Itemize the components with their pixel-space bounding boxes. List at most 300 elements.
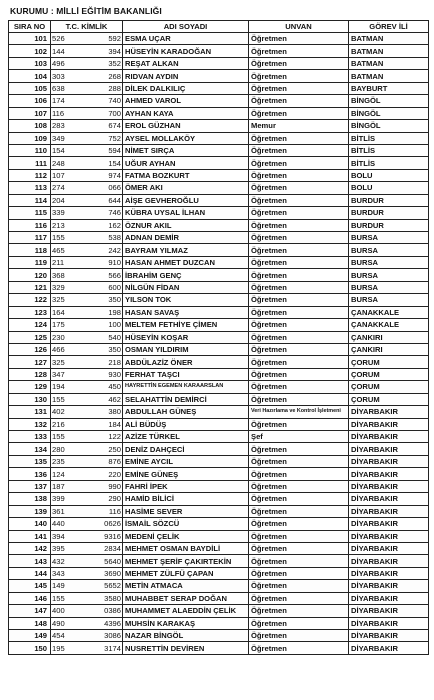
cell-sira-no: 137 — [9, 480, 51, 492]
tc-prefix: 144 — [52, 46, 65, 56]
cell-adi-soyadi: MEHMET ŞERİF ÇAKIRTEKİN — [123, 555, 249, 567]
tc-prefix: 466 — [52, 345, 65, 355]
table-row — [9, 468, 429, 480]
cell-adi-soyadi: İSMAİL SÖZCÜ — [123, 518, 249, 530]
table-row — [9, 567, 429, 579]
cell-sira-no: 138 — [9, 493, 51, 505]
cell-gorev-ili: DİYARBAKIR — [349, 592, 429, 604]
col-header-sira-no: SIRA NO — [9, 21, 51, 33]
cell-adi-soyadi: METİN ATMACA — [123, 580, 249, 592]
table-row — [9, 617, 429, 629]
cell-adi-soyadi: KÜBRA UYSAL İLHAN — [123, 207, 249, 219]
tc-prefix: 211 — [52, 258, 65, 268]
tc-prefix: 496 — [52, 59, 65, 69]
cell-gorev-ili: ÇORUM — [349, 381, 429, 393]
tc-suffix: 5652 — [104, 581, 121, 591]
cell-gorev-ili: BURDUR — [349, 219, 429, 231]
cell-gorev-ili: BURDUR — [349, 207, 429, 219]
cell-gorev-ili: DİYARBAKIR — [349, 617, 429, 629]
tc-prefix: 399 — [52, 494, 65, 504]
personnel-table — [8, 20, 429, 655]
cell-sira-no: 139 — [9, 505, 51, 517]
table-row — [9, 493, 429, 505]
cell-tc-kimlik — [51, 381, 123, 393]
cell-adi-soyadi: FATMA BOZKURT — [123, 169, 249, 181]
cell-adi-soyadi: AZİZE TÜRKEL — [123, 431, 249, 443]
cell-gorev-ili: DİYARBAKIR — [349, 468, 429, 480]
cell-unvan: Öğretmen — [249, 306, 349, 318]
cell-gorev-ili: DİYARBAKIR — [349, 505, 429, 517]
tc-prefix: 213 — [52, 220, 65, 230]
cell-adi-soyadi: EMİNE AYCIL — [123, 455, 249, 467]
tc-suffix: 2834 — [104, 544, 121, 554]
cell-sira-no: 104 — [9, 70, 51, 82]
cell-sira-no: 146 — [9, 592, 51, 604]
table-row — [9, 207, 429, 219]
tc-prefix: 343 — [52, 569, 65, 579]
cell-tc-kimlik — [51, 95, 123, 107]
cell-adi-soyadi: NUSRETTİN DEVİREN — [123, 642, 249, 654]
cell-tc-kimlik — [51, 480, 123, 492]
cell-unvan: Öğretmen — [249, 343, 349, 355]
cell-sira-no: 148 — [9, 617, 51, 629]
tc-prefix: 280 — [52, 444, 65, 454]
cell-adi-soyadi: ADNAN DEMİR — [123, 232, 249, 244]
cell-adi-soyadi: HASAN SAVAŞ — [123, 306, 249, 318]
cell-adi-soyadi: DİLEK DALKILIÇ — [123, 82, 249, 94]
cell-gorev-ili: DİYARBAKIR — [349, 443, 429, 455]
tc-prefix: 329 — [52, 282, 65, 292]
cell-adi-soyadi: HÜSEYİN KARADOĞAN — [123, 45, 249, 57]
cell-sira-no: 143 — [9, 555, 51, 567]
cell-adi-soyadi: AYHAN KAYA — [123, 107, 249, 119]
cell-unvan: Öğretmen — [249, 480, 349, 492]
table-row — [9, 294, 429, 306]
table-row — [9, 256, 429, 268]
cell-sira-no: 110 — [9, 144, 51, 156]
tc-prefix: 248 — [52, 158, 65, 168]
cell-unvan: Öğretmen — [249, 256, 349, 268]
table-row — [9, 120, 429, 132]
col-header-gorev-ili: GÖREV İLİ — [349, 21, 429, 33]
cell-adi-soyadi: HASİME SEVER — [123, 505, 249, 517]
tc-suffix: 3690 — [104, 569, 121, 579]
cell-unvan: Öğretmen — [249, 169, 349, 181]
cell-unvan: Öğretmen — [249, 555, 349, 567]
cell-sira-no: 116 — [9, 219, 51, 231]
cell-tc-kimlik — [51, 207, 123, 219]
table-row — [9, 356, 429, 368]
cell-gorev-ili: BATMAN — [349, 45, 429, 57]
tc-prefix: 175 — [52, 320, 65, 330]
table-row — [9, 580, 429, 592]
cell-adi-soyadi: FERHAT TAŞCI — [123, 368, 249, 380]
tc-suffix: 250 — [108, 444, 121, 454]
table-row — [9, 319, 429, 331]
tc-prefix: 526 — [52, 34, 65, 44]
cell-unvan: Öğretmen — [249, 418, 349, 430]
cell-adi-soyadi: REŞAT ALKAN — [123, 57, 249, 69]
table-row — [9, 331, 429, 343]
cell-adi-soyadi: AHMED VAROL — [123, 95, 249, 107]
tc-suffix: 290 — [108, 494, 121, 504]
tc-suffix: 594 — [108, 146, 121, 156]
cell-sira-no: 132 — [9, 418, 51, 430]
cell-unvan: Öğretmen — [249, 642, 349, 654]
cell-gorev-ili: DİYARBAKIR — [349, 567, 429, 579]
cell-adi-soyadi: OSMAN YILDIRIM — [123, 343, 249, 355]
cell-adi-soyadi: HAMİD BİLİCİ — [123, 493, 249, 505]
table-header-row — [9, 21, 429, 33]
tc-suffix: 122 — [108, 432, 121, 442]
cell-tc-kimlik — [51, 368, 123, 380]
cell-tc-kimlik — [51, 194, 123, 206]
cell-adi-soyadi: HÜSEYİN KOŞAR — [123, 331, 249, 343]
cell-sira-no: 121 — [9, 281, 51, 293]
tc-prefix: 204 — [52, 195, 65, 205]
cell-gorev-ili: ÇANKIRI — [349, 331, 429, 343]
cell-sira-no: 142 — [9, 542, 51, 554]
cell-adi-soyadi: NİMET SIRÇA — [123, 144, 249, 156]
tc-suffix: 600 — [108, 282, 121, 292]
cell-gorev-ili: BURSA — [349, 269, 429, 281]
cell-sira-no: 130 — [9, 393, 51, 405]
cell-sira-no: 107 — [9, 107, 51, 119]
cell-adi-soyadi: ABDULLAH GÜNEŞ — [123, 406, 249, 418]
tc-prefix: 490 — [52, 618, 65, 628]
cell-tc-kimlik — [51, 306, 123, 318]
tc-suffix: 990 — [108, 481, 121, 491]
cell-adi-soyadi: NİLGÜN FİDAN — [123, 281, 249, 293]
cell-tc-kimlik — [51, 343, 123, 355]
table-row — [9, 343, 429, 355]
cell-gorev-ili: BATMAN — [349, 33, 429, 45]
table-row — [9, 406, 429, 418]
tc-prefix: 194 — [52, 382, 65, 392]
table-row — [9, 182, 429, 194]
cell-tc-kimlik — [51, 642, 123, 654]
cell-sira-no: 103 — [9, 57, 51, 69]
cell-sira-no: 150 — [9, 642, 51, 654]
cell-tc-kimlik — [51, 493, 123, 505]
cell-unvan: Öğretmen — [249, 319, 349, 331]
table-row — [9, 431, 429, 443]
cell-unvan: Öğretmen — [249, 505, 349, 517]
cell-sira-no: 101 — [9, 33, 51, 45]
table-row — [9, 530, 429, 542]
cell-adi-soyadi: MUHSİN KARAKAŞ — [123, 617, 249, 629]
table-row — [9, 393, 429, 405]
cell-unvan: Öğretmen — [249, 530, 349, 542]
tc-suffix: 380 — [108, 407, 121, 417]
cell-unvan: Öğretmen — [249, 70, 349, 82]
table-row — [9, 107, 429, 119]
tc-suffix: 100 — [108, 320, 121, 330]
tc-prefix: 402 — [52, 407, 65, 417]
cell-gorev-ili: BURSA — [349, 244, 429, 256]
cell-gorev-ili: BOLU — [349, 182, 429, 194]
cell-unvan: Öğretmen — [249, 592, 349, 604]
cell-unvan: Öğretmen — [249, 356, 349, 368]
cell-adi-soyadi: ABDÜLAZİZ ÖNER — [123, 356, 249, 368]
table-row — [9, 169, 429, 181]
tc-prefix: 155 — [52, 432, 65, 442]
cell-gorev-ili: DİYARBAKIR — [349, 493, 429, 505]
cell-unvan: Öğretmen — [249, 57, 349, 69]
tc-prefix: 347 — [52, 370, 65, 380]
cell-gorev-ili: BİNGÖL — [349, 95, 429, 107]
tc-prefix: 164 — [52, 307, 65, 317]
cell-adi-soyadi: İBRAHİM GENÇ — [123, 269, 249, 281]
tc-prefix: 394 — [52, 531, 65, 541]
tc-prefix: 303 — [52, 71, 65, 81]
cell-sira-no: 124 — [9, 319, 51, 331]
cell-tc-kimlik — [51, 542, 123, 554]
tc-prefix: 195 — [52, 643, 65, 653]
tc-prefix: 216 — [52, 419, 65, 429]
tc-prefix: 155 — [52, 593, 65, 603]
tc-suffix: 116 — [108, 506, 121, 516]
cell-gorev-ili: BURDUR — [349, 194, 429, 206]
cell-gorev-ili: DİYARBAKIR — [349, 630, 429, 642]
tc-suffix: 242 — [108, 245, 121, 255]
cell-gorev-ili: DİYARBAKIR — [349, 555, 429, 567]
cell-gorev-ili: DİYARBAKIR — [349, 480, 429, 492]
cell-tc-kimlik — [51, 294, 123, 306]
table-row — [9, 368, 429, 380]
tc-suffix: 752 — [108, 133, 121, 143]
cell-sira-no: 127 — [9, 356, 51, 368]
cell-tc-kimlik — [51, 244, 123, 256]
cell-tc-kimlik — [51, 567, 123, 579]
cell-tc-kimlik — [51, 107, 123, 119]
cell-unvan: Öğretmen — [249, 368, 349, 380]
tc-suffix: 350 — [108, 295, 121, 305]
tc-prefix: 325 — [52, 295, 65, 305]
cell-tc-kimlik — [51, 605, 123, 617]
tc-suffix: 644 — [108, 195, 121, 205]
table-row — [9, 555, 429, 567]
cell-sira-no: 131 — [9, 406, 51, 418]
cell-tc-kimlik — [51, 269, 123, 281]
cell-adi-soyadi: SELAHATTİN DEMİRCİ — [123, 393, 249, 405]
cell-sira-no: 126 — [9, 343, 51, 355]
cell-sira-no: 147 — [9, 605, 51, 617]
cell-gorev-ili: DİYARBAKIR — [349, 642, 429, 654]
cell-tc-kimlik — [51, 232, 123, 244]
cell-adi-soyadi: FAHRİ İPEK — [123, 480, 249, 492]
cell-tc-kimlik — [51, 455, 123, 467]
cell-unvan: Öğretmen — [249, 281, 349, 293]
cell-sira-no: 133 — [9, 431, 51, 443]
cell-gorev-ili: DİYARBAKIR — [349, 455, 429, 467]
cell-sira-no: 134 — [9, 443, 51, 455]
tc-prefix: 440 — [52, 519, 65, 529]
table-row — [9, 82, 429, 94]
cell-unvan: Öğretmen — [249, 157, 349, 169]
tc-suffix: 3580 — [104, 593, 121, 603]
cell-gorev-ili: ÇORUM — [349, 393, 429, 405]
table-row — [9, 605, 429, 617]
cell-sira-no: 149 — [9, 630, 51, 642]
cell-sira-no: 102 — [9, 45, 51, 57]
cell-gorev-ili: BATMAN — [349, 70, 429, 82]
cell-unvan: Öğretmen — [249, 617, 349, 629]
cell-gorev-ili: BURSA — [349, 232, 429, 244]
tc-suffix: 3086 — [104, 631, 121, 641]
cell-tc-kimlik — [51, 406, 123, 418]
tc-prefix: 155 — [52, 394, 65, 404]
table-row — [9, 33, 429, 45]
tc-prefix: 187 — [52, 481, 65, 491]
cell-sira-no: 106 — [9, 95, 51, 107]
cell-unvan: Öğretmen — [249, 219, 349, 231]
cell-gorev-ili: ÇANKIRI — [349, 343, 429, 355]
col-header-adi-soyadi: ADI SOYADI — [123, 21, 249, 33]
cell-unvan: Öğretmen — [249, 33, 349, 45]
cell-sira-no: 120 — [9, 269, 51, 281]
tc-suffix: 288 — [108, 83, 121, 93]
tc-prefix: 155 — [52, 233, 65, 243]
cell-adi-soyadi: MEHMET OSMAN BAYDİLİ — [123, 542, 249, 554]
cell-unvan: Öğretmen — [249, 542, 349, 554]
tc-prefix: 235 — [52, 457, 65, 467]
cell-unvan: Öğretmen — [249, 455, 349, 467]
cell-adi-soyadi: AİŞE GEVHEROĞLU — [123, 194, 249, 206]
tc-prefix: 116 — [52, 108, 65, 118]
cell-tc-kimlik — [51, 120, 123, 132]
tc-suffix: 198 — [108, 307, 121, 317]
tc-suffix: 540 — [108, 332, 121, 342]
cell-gorev-ili: DİYARBAKIR — [349, 518, 429, 530]
cell-adi-soyadi: MUHABBET SERAP DOĞAN — [123, 592, 249, 604]
tc-prefix: 230 — [52, 332, 65, 342]
cell-sira-no: 144 — [9, 567, 51, 579]
cell-unvan: Öğretmen — [249, 269, 349, 281]
tc-prefix: 349 — [52, 133, 65, 143]
cell-unvan: Öğretmen — [249, 605, 349, 617]
cell-adi-soyadi: UĞUR AYHAN — [123, 157, 249, 169]
tc-suffix: 154 — [108, 158, 121, 168]
cell-sira-no: 108 — [9, 120, 51, 132]
cell-unvan: Öğretmen — [249, 107, 349, 119]
cell-tc-kimlik — [51, 256, 123, 268]
cell-adi-soyadi: BAYRAM YILMAZ — [123, 244, 249, 256]
cell-tc-kimlik — [51, 144, 123, 156]
cell-unvan: Öğretmen — [249, 82, 349, 94]
cell-gorev-ili: BOLU — [349, 169, 429, 181]
cell-sira-no: 129 — [9, 381, 51, 393]
cell-unvan: Öğretmen — [249, 331, 349, 343]
tc-prefix: 395 — [52, 544, 65, 554]
col-header-unvan: UNVAN — [249, 21, 349, 33]
cell-tc-kimlik — [51, 431, 123, 443]
cell-tc-kimlik — [51, 555, 123, 567]
cell-adi-soyadi: HAYRETTİN EGEMEN KARAARSLAN — [123, 381, 249, 393]
tc-suffix: 352 — [108, 59, 121, 69]
cell-sira-no: 145 — [9, 580, 51, 592]
tc-suffix: 592 — [108, 34, 121, 44]
table-row — [9, 630, 429, 642]
cell-sira-no: 115 — [9, 207, 51, 219]
cell-unvan: Öğretmen — [249, 207, 349, 219]
tc-suffix: 910 — [108, 258, 121, 268]
tc-prefix: 465 — [52, 245, 65, 255]
cell-adi-soyadi: ESMA UÇAR — [123, 33, 249, 45]
tc-suffix: 740 — [108, 96, 121, 106]
cell-tc-kimlik — [51, 630, 123, 642]
cell-sira-no: 135 — [9, 455, 51, 467]
tc-prefix: 368 — [52, 270, 65, 280]
table-row — [9, 418, 429, 430]
tc-prefix: 107 — [52, 171, 65, 181]
cell-gorev-ili: ÇORUM — [349, 356, 429, 368]
cell-unvan: Öğretmen — [249, 182, 349, 194]
table-row — [9, 269, 429, 281]
cell-tc-kimlik — [51, 592, 123, 604]
cell-sira-no: 117 — [9, 232, 51, 244]
tc-prefix: 432 — [52, 556, 65, 566]
table-row — [9, 157, 429, 169]
cell-adi-soyadi: NAZAR BİNGÖL — [123, 630, 249, 642]
cell-sira-no: 118 — [9, 244, 51, 256]
table-row — [9, 70, 429, 82]
cell-adi-soyadi: EROL GÜZHAN — [123, 120, 249, 132]
cell-unvan: Öğretmen — [249, 294, 349, 306]
cell-tc-kimlik — [51, 45, 123, 57]
cell-adi-soyadi: MELTEM FETHİYE ÇİMEN — [123, 319, 249, 331]
tc-suffix: 462 — [108, 394, 121, 404]
cell-tc-kimlik — [51, 393, 123, 405]
cell-gorev-ili: BURSA — [349, 256, 429, 268]
cell-tc-kimlik — [51, 57, 123, 69]
cell-unvan: Öğretmen — [249, 630, 349, 642]
cell-sira-no: 112 — [9, 169, 51, 181]
cell-tc-kimlik — [51, 132, 123, 144]
tc-prefix: 638 — [52, 83, 65, 93]
tc-suffix: 930 — [108, 370, 121, 380]
tc-prefix: 361 — [52, 506, 65, 516]
cell-adi-soyadi: EMİNE GÜNEŞ — [123, 468, 249, 480]
tc-suffix: 162 — [108, 220, 121, 230]
tc-suffix: 5640 — [104, 556, 121, 566]
cell-unvan: Öğretmen — [249, 493, 349, 505]
cell-sira-no: 140 — [9, 518, 51, 530]
cell-tc-kimlik — [51, 169, 123, 181]
cell-gorev-ili: DİYARBAKIR — [349, 418, 429, 430]
cell-gorev-ili: ÇANAKKALE — [349, 319, 429, 331]
cell-adi-soyadi: MEDENİ ÇELİK — [123, 530, 249, 542]
cell-unvan: Öğretmen — [249, 232, 349, 244]
tc-prefix: 339 — [52, 208, 65, 218]
tc-prefix: 274 — [52, 183, 65, 193]
tc-prefix: 325 — [52, 357, 65, 367]
tc-suffix: 0386 — [104, 606, 121, 616]
cell-tc-kimlik — [51, 580, 123, 592]
cell-sira-no: 136 — [9, 468, 51, 480]
cell-unvan: Öğretmen — [249, 144, 349, 156]
table-row — [9, 306, 429, 318]
table-row — [9, 455, 429, 467]
cell-gorev-ili: DİYARBAKIR — [349, 406, 429, 418]
cell-tc-kimlik — [51, 518, 123, 530]
cell-sira-no: 119 — [9, 256, 51, 268]
cell-tc-kimlik — [51, 356, 123, 368]
tc-suffix: 974 — [108, 171, 121, 181]
cell-gorev-ili: DİYARBAKIR — [349, 605, 429, 617]
cell-gorev-ili: DİYARBAKIR — [349, 542, 429, 554]
cell-tc-kimlik — [51, 219, 123, 231]
